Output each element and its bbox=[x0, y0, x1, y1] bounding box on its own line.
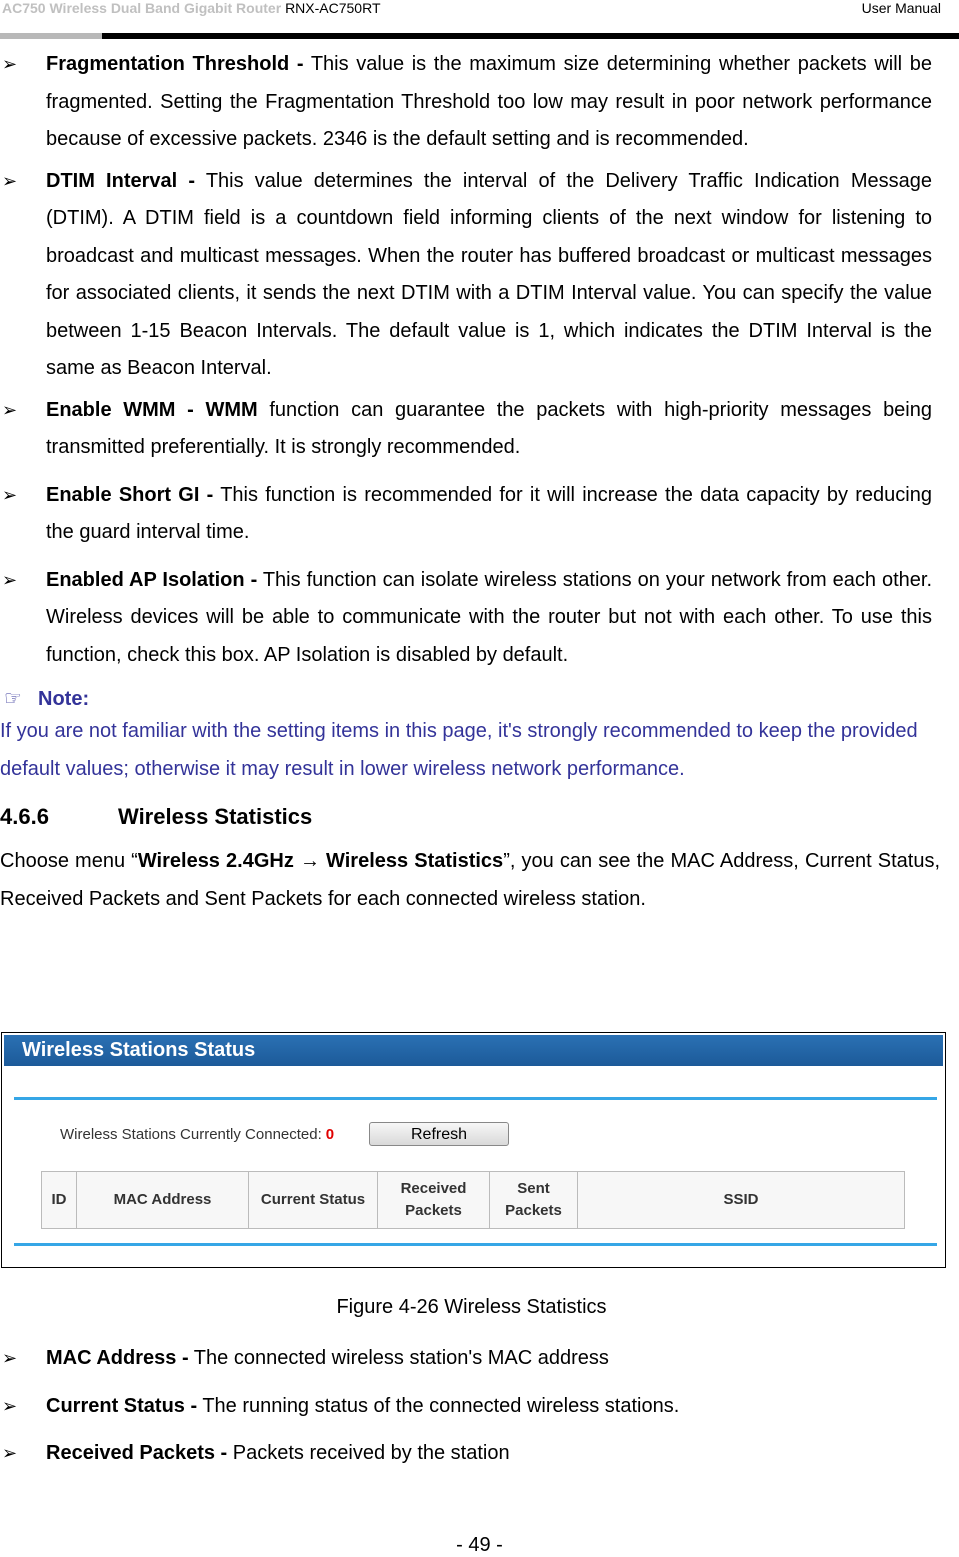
screenshot-title: Wireless Stations Status bbox=[22, 1039, 256, 1061]
wireless-stations-screenshot bbox=[1, 1032, 946, 1268]
connected-count: 0 bbox=[325, 1126, 335, 1143]
divider bbox=[14, 1097, 937, 1100]
connected-count-row bbox=[60, 1126, 334, 1143]
table-header-row bbox=[41, 1171, 905, 1229]
bullet-term: Fragmentation Threshold - bbox=[46, 53, 304, 75]
column-header-mac: MAC Address bbox=[76, 1171, 248, 1229]
pointing-hand-icon: ☞ bbox=[4, 688, 22, 710]
connected-label: Wireless Stations Currently Connected: bbox=[60, 1126, 322, 1143]
divider bbox=[14, 1243, 937, 1246]
bullet-text: function can guarantee the packets with high-priority messages being transmitted preferentially. It is strongly recommended. bbox=[46, 398, 932, 458]
note-text: If you are not familiar with the setting items in this page, it's strongly recommended to keep the provided default values; otherwise it may result in lower wireless network performance. bbox=[0, 720, 918, 780]
arrow-bullet-icon: ➢ bbox=[2, 484, 18, 505]
arrow-bullet-icon: ➢ bbox=[2, 1443, 18, 1463]
list-item bbox=[0, 1340, 932, 1378]
refresh-button[interactable]: Refresh bbox=[369, 1122, 509, 1146]
section-intro bbox=[0, 842, 940, 918]
section-title: Wireless Statistics bbox=[118, 804, 313, 829]
bullet-text: The running status of the connected wireless stations. bbox=[197, 1394, 680, 1417]
list-item bbox=[0, 392, 932, 467]
column-header-status: Current Status bbox=[248, 1171, 377, 1229]
arrow-bullet-icon: ➢ bbox=[2, 1348, 18, 1368]
bullet-text: This value determines the interval of the Delivery Traffic Indication Message (DTIM). A DTIM field is a countdown field informing clients of the next window for listening to broadcast and multicast messages. When the router has buffered broadcast or multicast messages for associated clients, it sends the next DTIM with a DTIM Interval value. You can specify the value between 1-15 Beacon Intervals. The default value is 1, which indicates the DTIM Interval is the same as Beacon Interval. bbox=[46, 169, 932, 379]
bullet-term: Enable Short GI - bbox=[46, 483, 214, 506]
bullet-term: Enabled AP Isolation - bbox=[46, 568, 258, 591]
arrow-bullet-icon: ➢ bbox=[2, 170, 18, 191]
list-item bbox=[0, 562, 932, 675]
intro-prefix: Choose menu “ bbox=[0, 850, 138, 872]
header-manual: User Manual bbox=[861, 0, 941, 16]
arrow-bullet-icon: ➢ bbox=[2, 399, 18, 420]
list-item bbox=[0, 1388, 932, 1426]
list-item bbox=[0, 1435, 932, 1473]
bullet-term: DTIM Interval - bbox=[46, 169, 196, 192]
main-content bbox=[0, 46, 941, 918]
column-header-ssid: SSID bbox=[577, 1171, 905, 1229]
stations-table bbox=[41, 1171, 905, 1229]
arrow-bullet-icon: ➢ bbox=[2, 54, 18, 74]
header-model: AC750 Wireless Dual Band Gigabit Router bbox=[2, 0, 282, 16]
list-item bbox=[0, 477, 932, 552]
arrow-bullet-icon: ➢ bbox=[2, 1395, 18, 1416]
column-header-id: ID bbox=[41, 1171, 76, 1229]
section-number: 4.6.6 bbox=[0, 804, 49, 829]
bullet-text: This function is recommended for it will increase the data capacity by reducing the guard interval time. bbox=[46, 483, 932, 543]
arrow-bullet-icon: ➢ bbox=[2, 569, 18, 590]
bullet-text: Packets received by the station bbox=[227, 1442, 510, 1464]
bullet-text: This function can isolate wireless stations on your network from each other. Wireless devices will be able to communicate with the router but not with each other. To use this function, check this box. AP Isolation is disabled by default. bbox=[46, 568, 932, 666]
menu-path: Wireless 2.4GHz → Wireless Statistics bbox=[137, 850, 504, 872]
page-header bbox=[0, 0, 959, 40]
page-number: - 49 - bbox=[456, 1534, 503, 1556]
figure-caption: Figure 4-26 Wireless Statistics bbox=[336, 1296, 607, 1318]
bullet-term: Received Packets - bbox=[46, 1442, 228, 1464]
list-item bbox=[0, 163, 932, 388]
list-item bbox=[0, 46, 932, 159]
note-title: Note: bbox=[38, 688, 90, 710]
header-title bbox=[2, 0, 381, 16]
section-heading bbox=[0, 804, 932, 830]
note-heading bbox=[0, 686, 932, 711]
column-header-received: Received Packets bbox=[377, 1171, 489, 1229]
header-rule-gray bbox=[0, 33, 102, 39]
bullet-term: MAC Address - bbox=[46, 1347, 189, 1369]
header-code: RNX-AC750RT bbox=[285, 0, 381, 16]
bullet-term: Current Status - bbox=[46, 1394, 198, 1417]
bullet-text: This value is the maximum size determining whether packets will be fragmented. Setting the Fragmentation Threshold too low may result in poor network performance because of excessive packets. 2346 is the default setting and is recommended. bbox=[46, 53, 932, 150]
intro-suffix: ”, you can see the MAC Address, Current Status, Received Packets and Sent Packets for each connected wireless station. bbox=[0, 850, 941, 910]
bullet-term: Enable WMM - WMM bbox=[46, 398, 258, 421]
header-rule-black bbox=[102, 33, 959, 39]
bullet-text: The connected wireless station's MAC address bbox=[188, 1347, 609, 1369]
screenshot-title-bar bbox=[4, 1035, 943, 1066]
column-header-sent: Sent Packets bbox=[489, 1171, 577, 1229]
definitions-list bbox=[0, 1340, 932, 1473]
